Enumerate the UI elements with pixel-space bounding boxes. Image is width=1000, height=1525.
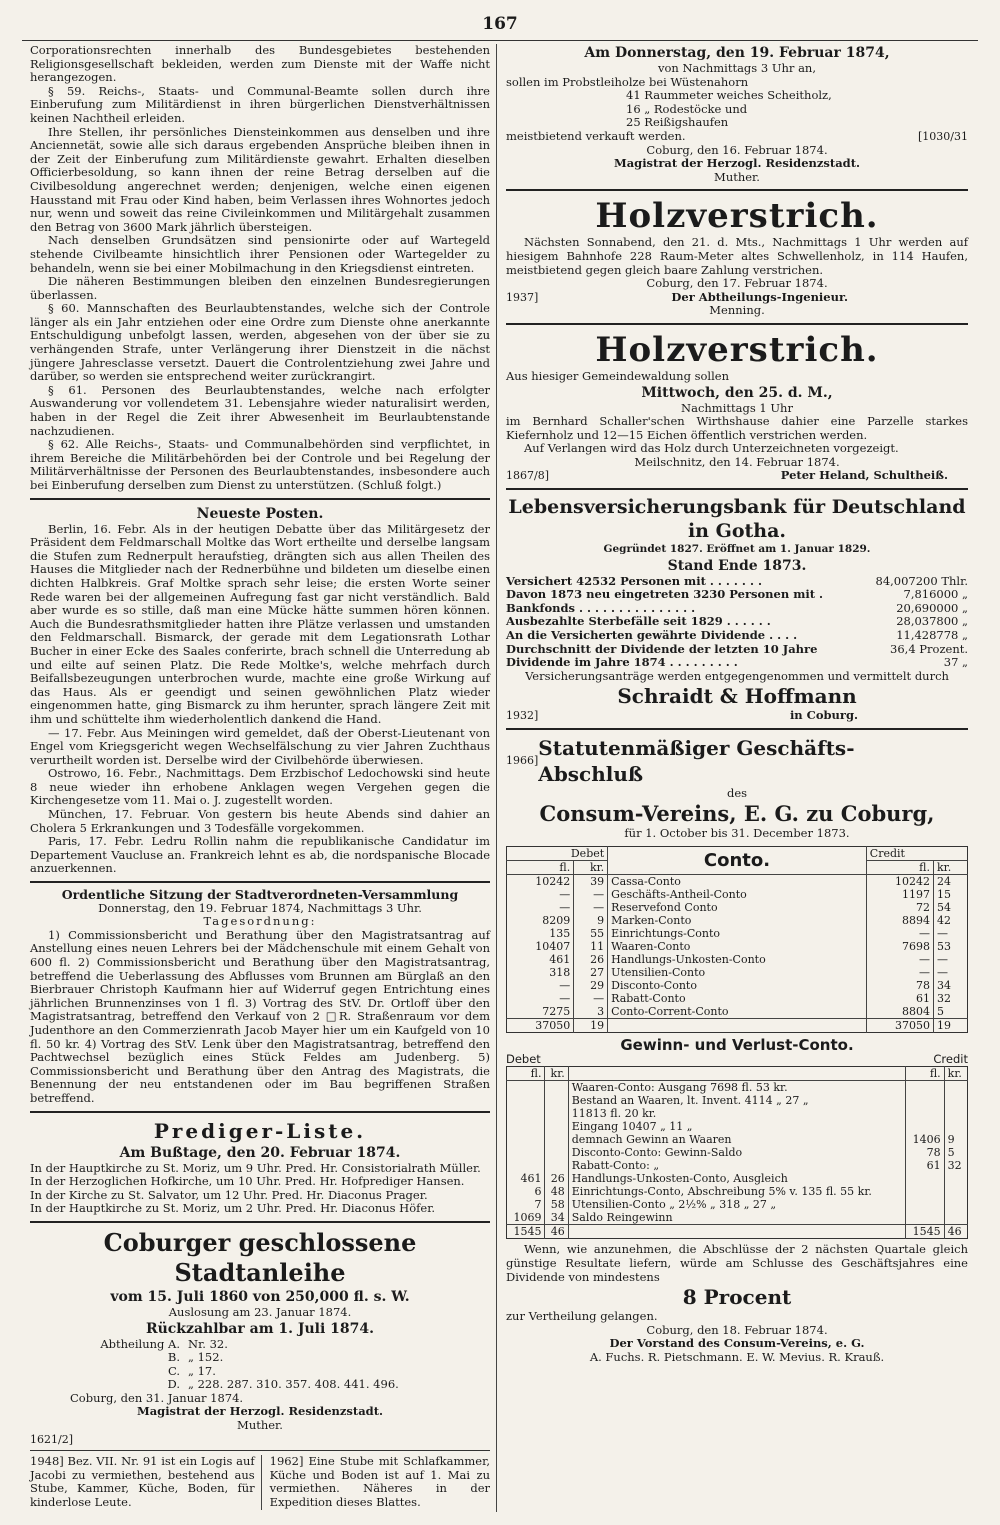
table-row [507,927,968,940]
meeting-date: Donnerstag, den 19. Februar 1874, Nachmittags 3 Uhr. [98,900,422,915]
table-cell: 61 [866,992,933,1005]
insurance-stand: Stand Ende 1873. [667,557,807,574]
conto-rows [507,875,968,1019]
table-cell [545,1146,568,1159]
sale-signature: Magistrat der Herzogl. Residenzstadt. [613,156,861,171]
table-cell: 61 [906,1159,944,1172]
table-cell: 53 [937,940,951,954]
list-item: In der Hauptkirche zu St. Moriz, um 9 Uhr. Pred. Hr. Consistorialrath Müller. [30,1160,481,1175]
table-cell [906,1094,944,1107]
table-row [507,1133,968,1146]
insurance-city: in Coburg. [789,708,858,723]
table-cell: — [574,992,608,1005]
statement-names: A. Fuchs. R. Pietschmann. E. W. Mevius. R. Krauß. [589,1349,885,1364]
table-row: Davon 1873 neu eingetreten 3230 Personen mit . 7,816000 „ [506,587,968,602]
table-row: An die Versicherten gewährte Dividende . . . . 11,428778 „ [506,628,968,643]
small-ads [30,1455,490,1509]
insurance-agent: Schraidt & Hoffmann [617,684,857,709]
sale-heading: Am Donnerstag, den 19. Februar 1874, [584,45,890,61]
section-rule [30,1450,490,1451]
table-cell: 10407 [507,940,574,953]
table-row [507,1159,968,1172]
wood-sale-date: Mittwoch, den 25. d. M., [641,384,833,401]
fl-label: fl. [906,1067,944,1081]
insurance-note: Versicherungsanträge werden entgegengenommen und vermittelt durch [525,668,949,683]
news-item: — 17. Febr. Aus Meiningen wird gemeldet, daß der Oberst-Lieutenant von Engel vom Kriegsgericht wegen Wechselfälschung zu vier Jahren Zuchthaus verurtheilt worden ist. Derselbe wird der Civilbehörde überwiesen. [30,725,490,767]
table-cell: Waaren-Conto [611,940,691,954]
table-cell: — [507,901,574,914]
table-cell: 58 [545,1198,568,1211]
conto-table [506,846,968,1033]
table-cell: 48 [545,1185,568,1198]
list-item: In der Hauptkirche zu St. Moriz, um 2 Uhr. Pred. Hr. Diaconus Höfer. [30,1201,436,1216]
wood-sale-heading: Holzverstrich. [595,196,879,237]
loan-date: Auslosung am 23. Januar 1874. [168,1304,352,1319]
fl-label: fl. [507,861,574,875]
table-cell: Eingang 10407 „ 11 „ [571,1120,693,1134]
table-cell [906,1211,944,1225]
table-cell: 1406 [906,1133,944,1146]
top-rule [22,40,978,41]
table-cell [507,1081,545,1095]
table-cell: 11813 fl. 20 kr. [571,1107,657,1121]
loan-heading: Coburger geschlossene Stadtanleihe [103,1227,417,1287]
statement-percent: 8 Procent [682,1285,792,1310]
table-cell: 29 [574,979,608,992]
table-row [507,953,968,966]
table-row [507,1005,968,1019]
table-cell: — [574,888,608,901]
table-cell: — [937,953,948,967]
table-row [507,979,968,992]
table-cell: 46 [545,1225,568,1239]
insurance-heading: Lebensversicherungsbank für Deutschland in Gotha. [508,496,966,543]
table-cell: 19 [937,1019,951,1033]
loan-repayable: Rückzahlbar am 1. Juli 1874. [145,1320,375,1337]
preacher-list [30,1162,490,1216]
table-cell: Reservefond Conto [611,901,718,915]
section-rule [506,323,968,325]
table-cell: 1197 [866,888,933,901]
statement-des: des [726,786,748,800]
table-cell: Rabatt-Conto [611,992,686,1006]
loan-name: Muther. [237,1418,283,1433]
table-row: Versichert 42532 Personen mit . . . . . . . 84,007200 Thlr. [506,573,968,588]
table-row [507,914,968,927]
table-cell: 6 [507,1185,545,1198]
list-item: B. „ 152. [167,1350,224,1365]
fl-label: fl. [866,861,933,875]
table-cell: — [866,953,933,966]
table-cell: — [574,901,608,914]
table-cell: 54 [937,901,951,915]
table-cell: Conto-Corrent-Conto [611,1005,729,1019]
ad-code: [1030/31 [918,129,968,143]
table-cell: 10242 [507,875,574,889]
table-cell: 7 [507,1198,545,1211]
table-cell: 10242 [866,875,933,889]
table-row [507,888,968,901]
statement-signature: Der Vorstand des Consum-Vereins, e. G. [609,1336,865,1351]
table-cell [906,1198,944,1211]
sale-items [506,89,968,130]
section-rule [30,1221,490,1223]
list-item: 25 Reißigshaufen [626,115,729,130]
news-item: Paris, 17. Febr. Ledru Rollin nahm die republikanische Candidatur im Departement Vaucluse an. Frankreich lehnt es ab, die nordspanische Blocade anzuerkennen. [30,834,490,876]
table-cell: 1545 [906,1225,944,1239]
list-item: Abtheilung A. Nr. 32. [100,1336,228,1351]
table-cell: 8804 [866,1005,933,1019]
statement-heading: Statutenmäßiger Geschäfts-Abschluß [538,736,855,786]
table-cell: Bestand an Waaren, lt. Invent. 4114 „ 27 „ [571,1094,809,1108]
preacher-subheading: Am Bußtage, den 20. Februar 1874. [119,1144,401,1161]
table-cell: 8209 [507,914,574,927]
table-cell [545,1081,568,1095]
left-column [30,44,490,1510]
table-cell: demnach Gewinn an Waaren [571,1133,732,1147]
sale-time: von Nachmittags 3 Uhr an, [658,61,816,75]
table-cell: Einrichtungs-Conto [611,927,720,941]
ad-code: 1621/2] [30,1432,73,1446]
table-cell: Waaren-Conto: Ausgang 7698 fl. 53 kr. [571,1081,788,1095]
credit-label: Credit [933,1051,968,1066]
conto-title: Conto. [703,850,771,872]
list-item: D. „ 228. 287. 310. 357. 408. 441. 496. [167,1377,399,1392]
loan-subheading: vom 15. Juli 1860 von 250,000 fl. s. W. [110,1288,410,1305]
table-cell: — [937,966,948,980]
table-row [507,1198,968,1211]
statement-period: für 1. October bis 31. December 1873. [624,825,850,840]
ad-code: 1966] [506,754,539,768]
table-cell [906,1120,944,1133]
table-cell: 1069 [507,1211,545,1225]
column-divider [496,44,497,1512]
table-cell [545,1159,568,1172]
table-cell: Cassa-Conto [611,875,681,889]
table-cell [545,1133,568,1146]
wood-sale-text: Auf Verlangen wird das Holz durch Unterzeichneten vorgezeigt. [524,441,899,456]
table-cell: Disconto-Conto: Gewinn-Saldo [571,1146,743,1160]
statement-note2: zur Vertheilung gelangen. [506,1309,658,1324]
wood-sale-name: Menning. [709,303,765,318]
table-cell: 3 [574,1005,608,1019]
list-item: In der Kirche zu St. Salvator, um 12 Uhr. Pred. Hr. Diaconus Prager. [30,1187,428,1202]
table-cell [906,1107,944,1120]
table-cell: — [866,966,933,979]
kr-label: kr. [545,1067,568,1081]
table-row: Dividende im Jahre 1874 . . . . . . . . . 37 „ [506,655,968,670]
statement-verein: Consum-Vereins, E. G. zu Coburg, [539,800,935,826]
table-cell: — [507,979,574,992]
table-cell: 5 [947,1146,955,1160]
section-rule [30,1111,490,1113]
table-cell: 34 [545,1211,568,1225]
table-cell [507,1120,545,1133]
table-cell: 24 [937,875,951,889]
table-cell: 78 [866,979,933,992]
table-row: Ausbezahlte Sterbefälle seit 1829 . . . . . . 28,037800 „ [506,614,968,629]
table-cell: — [507,888,574,901]
wood-sale-heading: Holzverstrich. [595,329,879,370]
table-cell: 318 [507,966,574,979]
text-paragraph: Ihre Stellen, ihr persönliches Diensteinkommen aus denselben und ihre Anciennetät, sowie alle sich daraus ergebenden Ansprüche bleiben ihnen in der Zeit der Einberufung zum Militärdienste gewahrt. Erhalten dieselben Officierbesoldung, so kann ihnen der reine Betrag derselben auf die Civilbesoldung angerechnet werden; denjenigen, welche einen eigenen Hausstand mit Frau oder Kind haben, beim Verlassen ihres Wohnortes jedoch nur, wenn und soweit das reine Civileinkommen und Militärgehalt zusammen den Betrag von 3600 Mark jährlich übersteigen. [30,124,490,234]
table-cell: 27 [574,966,608,979]
text-paragraph: § 60. Mannschaften des Beurlaubtenstandes, welche sich der Controle länger als ein Jahr entziehen oder eine Ordre zum Dienste ohne anerkannte Entschuldigung unbefolgt lassen, werden, abgesehen von der über sie zu verhängenden Strafe, unter Verlängerung ihrer Dienstzeit in die nächst jüngere Jahresclasse versetzt. Dauert die Controlentziehung zwei Jahre und darüber, so werden sie entsprechend weiter zurückrangirt. [30,301,490,384]
text-paragraph: Corporationsrechten innerhalb des Bundesgebietes bestehenden Religionsgesellschaft bekleiden, werden zum Dienste mit der Waffe nicht herangezogen. [30,43,490,85]
wood-sale-signature: Peter Heland, Schultheiß. [780,468,948,483]
kr-label: kr. [937,861,952,875]
table-row [507,1094,968,1107]
table-cell: 9 [947,1133,955,1147]
table-row: Bankfonds . . . . . . . . . . . . . . . 20,690000 „ [506,600,968,615]
table-cell [944,1198,967,1211]
list-item: In der Herzoglichen Hofkirche, um 10 Uhr. Pred. Hr. Hofprediger Hansen. [30,1174,465,1189]
kr-label: kr. [574,861,608,875]
table-row [507,1185,968,1198]
list-item: 16 „ Rodestöcke und [626,101,748,116]
table-cell: Disconto-Conto [611,979,697,993]
ad-code: 1867/8] [506,469,549,483]
table-cell: 34 [937,979,951,993]
table-cell: Einrichtungs-Conto, Abschreibung 5% v. 135 fl. 55 kr. [571,1185,872,1199]
table-cell: 135 [507,927,574,940]
table-cell: Rabatt-Conto: „ [571,1159,660,1173]
table-cell [545,1120,568,1133]
wood-sale-time: Nachmittags 1 Uhr [681,400,793,415]
table-row [507,875,968,889]
table-cell: Utensilien-Conto [611,966,706,980]
news-item: Ostrowo, 16. Febr., Nachmittags. Dem Erzbischof Ledochowski sind heute 8 neue wieder ihn erhobene Anklagen wegen Vergehen gegen die Kirchengesetze vom 11. Mai o. J. zugestellt worden. [30,766,490,808]
text-paragraph: § 59. Reichs-, Staats- und Communal-Beamte sollen durch ihre Einberufung zum Militärdienst in ihren bürgerlichen Dienstverhältnissen keinen Nachtheil erleiden. [30,83,490,125]
loan-list [30,1338,490,1392]
wood-sale-place: Meilschnitz, den 14. Februar 1874. [634,454,840,469]
table-row [507,1146,968,1159]
wood-sale-place: Coburg, den 17. Februar 1874. [646,276,828,291]
table-cell: 55 [574,927,608,940]
meeting-heading: Ordentliche Sitzung der Stadtverordneten-Versammlung [61,887,459,903]
table-row [507,940,968,953]
table-cell [944,1120,967,1133]
table-cell: 8894 [866,914,933,927]
right-column [506,44,968,1365]
table-cell: 7698 [866,940,933,953]
table-cell: 9 [574,914,608,927]
agenda-text: 1) Commissionsbericht und Berathung über den Magistratsantrag auf Anstellung eines neuen Lehrers bei der Mädchenschule mit einem Gehalt von 600 fl. 2) Commissionsbericht und Berathung über den Magistratsantrag, betreffend die Ueberlassung des Abflusses vom Brunnen am Bürglaß an den Bierbrauer Christoph Kaufmann hier auf Widerruf gegen Entrichtung eines jährlichen Brunnenzinses von 1 fl. 3) Vortrag des StV. Dr. Ortloff über den Magistratsantrag, betreffend den Verkauf von 2 □R. Straßenraum vor dem Judenthore an den Commerzienrath Jacob Mayer hier um ein Kaufgeld von 10 fl. 50 kr. 4) Vortrag des StV. Lenk über den Magistratsantrag, betreffend den Pachtwechsel bezüglich eines Stück Feldes am Judenberg. 5) Commissionsbericht und Berathung über den Antrag des Magistrats, die Benennung der neu entstandenen oder im Bau begriffenen Straßen betreffend. [30,927,490,1105]
sale-text: sollen im Probstleiholze bei Wüstenahorn [506,74,749,89]
table-cell: 32 [937,992,951,1006]
table-cell [507,1146,545,1159]
page-number: 167 [482,14,518,34]
list-item: C. „ 17. [167,1363,216,1378]
news-item: Berlin, 16. Febr. Als in der heutigen Debatte über das Militärgesetz der Präsident dem Feldmarschall Moltke das Wort ertheilte und derselbe langsam die Stufen zum Rednerpult heraufstieg, drängten sich aus allen Theilen des Hauses die Mitglieder nach der Rednerbühne und bildeten um dieselbe einen dichten Halbkreis. Graf Moltke sprach sehr leise; die ersten Worte seiner Rede waren bei der allgemeinen Aufregung fast gar nicht verständlich. Bald aber wurde es so stille, daß man eine Mücke hätte summen hören können. Auch die Bundesrathsmitglieder hatten ihre Plätze verlassen und umstanden den Feldmarschall. Bismarck, der gerade mit dem Legationsrath Lothar Bucher in einer Ecke des Saales conferirte, brach schnell die Unterredung ab und eilte auf seinen Platz. Die Rede Moltke's, welche mehrfach durch Beifallsbezeugungen unterbrochen wurde, machte eine große Wirkung auf das Haus. Als er geendigt und seinen gewöhnlichen Platz wieder eingenommen hatte, ging Bismarck zu ihm herunter, sprach längere Zeit mit ihm und schüttelte ihm wiederholentlich dankend die Hand. [30,521,490,726]
table-cell: 461 [507,1172,545,1185]
table-row [507,1081,968,1095]
sale-place: Coburg, den 16. Februar 1874. [646,142,828,157]
loan-place: Coburg, den 31. Januar 1874. [70,1390,244,1405]
table-cell [906,1081,944,1095]
table-row [507,1211,968,1225]
sale-name: Muther. [714,169,760,184]
table-cell: — [507,992,574,1005]
table-cell: 5 [937,1005,944,1019]
table-cell: 46 [947,1225,962,1239]
table-cell [545,1107,568,1120]
table-cell: — [866,927,933,940]
wood-sale-signature: Der Abtheilungs-Ingenieur. [671,289,848,304]
table-cell: 37050 [507,1019,574,1033]
table-row: Durchschnitt der Dividende der letzten 10 Jahre 36,4 Prozent. [506,641,968,656]
table-row [507,966,968,979]
text-paragraph: Nach denselben Grundsätzen sind pensionirte oder auf Wartegeld stehende Civilbeamte hinsichtlich ihrer Pensionen oder Wartegelder zu behandeln, wenn sie bei einer Mobilmachung in den Kriegsdienst eintreten. [30,233,490,275]
table-cell: 42 [937,914,951,928]
text-paragraph: § 61. Personen des Beurlaubtenstandes, welche nach erfolgter Auswanderung vor vollendetem 31. Lebensjahre wieder naturalisirt werden, haben in der Regel die Zeit ihrer Abwesenheit im Beurlaubtenstande nachzudienen. [30,382,490,438]
table-cell: 37050 [866,1019,933,1033]
table-cell: 1545 [507,1225,545,1239]
table-cell: 78 [906,1146,944,1159]
wood-sale-text: im Bernhard Schaller'schen Wirthshause dahier eine Parzelle starkes Kiefernholz und 12—15 Eichen öffentlich verstrichen werden. [506,414,968,442]
wood-sale-text: Aus hiesiger Gemeindewaldung sollen [506,368,729,383]
table-cell [944,1094,967,1107]
table-cell [507,1094,545,1107]
gv-rows [507,1081,968,1225]
statement-place: Coburg, den 18. Februar 1874. [646,1322,828,1337]
small-ad: 1948] Bez. VII. Nr. 91 ist ein Logis auf Jacobi zu vermiethen, bestehend aus Stube, Kammer, Küche, Boden, für kinderlose Leute. [30,1455,262,1509]
insurance-table [506,575,968,670]
table-row [507,901,968,914]
section-rule [506,488,968,490]
table-cell [944,1172,967,1185]
table-cell: 15 [937,888,951,902]
ad-code: 1932] [506,709,539,723]
table-cell: 39 [574,875,608,889]
news-item: München, 17. Februar. Von gestern bis heute Abends sind dahier an Cholera 5 Erkrankungen und 3 Todesfälle vorgekommen. [30,807,490,835]
table-row [507,1107,968,1120]
fl-label: fl. [507,1067,545,1081]
text-paragraph: § 62. Alle Reichs-, Staats- und Communalbehörden sind verpflichtet, in ihrem Bereiche die Militärbehörden bei der Controle und bei Regelung der Militärverhältnisse der Personen des Beurlaubtenstandes, insbesondere auch bei Einberufung derselben zum Dienst zu unterstützen. (Schluß folgt.) [30,437,490,492]
small-ad: 1962] Eine Stube mit Schlafkammer, Küche und Boden ist auf 1. Mai zu vermiethen. Näheres in der Expedition dieses Blattes. [269,1454,490,1510]
gv-table [506,1066,968,1239]
wood-sale-text: Nächsten Sonnabend, den 21. d. Mts., Nachmittags 1 Uhr werden auf hiesigem Bahnhofe 228 Raum-Meter altes Schwellenholz, in 114 Haufen, meistbietend gegen gleich baare Zahlung verstrichen. [506,235,968,277]
text-paragraph: Die näheren Bestimmungen bleiben den einzelnen Bundesregierungen überlassen. [30,274,490,302]
table-cell [944,1107,967,1120]
table-cell [507,1133,545,1146]
table-cell [545,1094,568,1107]
table-cell: 19 [574,1019,608,1033]
table-cell [944,1185,967,1198]
table-cell: Handlungs-Unkosten-Conto [611,953,766,967]
table-cell: Geschäfts-Antheil-Conto [611,888,747,902]
credit-label: Credit [866,847,967,861]
table-row [507,1120,968,1133]
list-item: 41 Raummeter weiches Scheitholz, [626,88,832,103]
section-rule [506,189,968,191]
statement-note: Wenn, wie anzunehmen, die Abschlüsse der 2 nächsten Quartale gleich günstige Resultate liefern, würde am Schlusse des Geschäftsjahres eine Dividende von mindestens [506,1242,968,1284]
loan-signature: Magistrat der Herzogl. Residenzstadt. [136,1404,384,1419]
table-cell: 32 [947,1159,962,1173]
table-cell: 26 [574,953,608,966]
table-cell: Handlungs-Unkosten-Conto, Ausgleich [571,1172,788,1186]
debet-label: Debet [507,847,608,861]
debet-label: Debet [506,1051,541,1066]
table-cell: 72 [866,901,933,914]
table-row [507,1172,968,1185]
insurance-founded: Gegründet 1827. Eröffnet am 1. Januar 1829. [603,543,871,556]
section-rule [506,728,968,730]
sale-tail: meistbietend verkauft werden. [506,128,686,143]
table-cell: 461 [507,953,574,966]
table-cell: 26 [545,1172,568,1185]
preacher-heading: Prediger-Liste. [153,1118,367,1143]
agenda-label: Tagesordnung: [203,914,317,929]
gv-heading: Gewinn- und Verlust-Conto. [620,1036,854,1055]
table-row [507,992,968,1005]
table-cell: Marken-Conto [611,914,692,928]
table-cell: — [937,927,948,941]
table-cell: Utensilien-Conto „ 2½% „ 318 „ 27 „ [571,1198,777,1212]
table-cell: Saldo Reingewinn [571,1211,673,1225]
table-cell [906,1172,944,1185]
section-rule [30,881,490,883]
table-cell [507,1159,545,1172]
table-cell [944,1081,967,1095]
table-cell [944,1211,967,1225]
table-cell: 7275 [507,1005,574,1019]
table-cell [507,1107,545,1120]
ad-code: 1937] [506,290,539,304]
news-heading: Neueste Posten. [196,505,324,522]
table-cell: 11 [574,940,608,953]
table-cell [906,1185,944,1198]
section-rule [30,498,490,500]
kr-label: kr. [947,1067,962,1081]
